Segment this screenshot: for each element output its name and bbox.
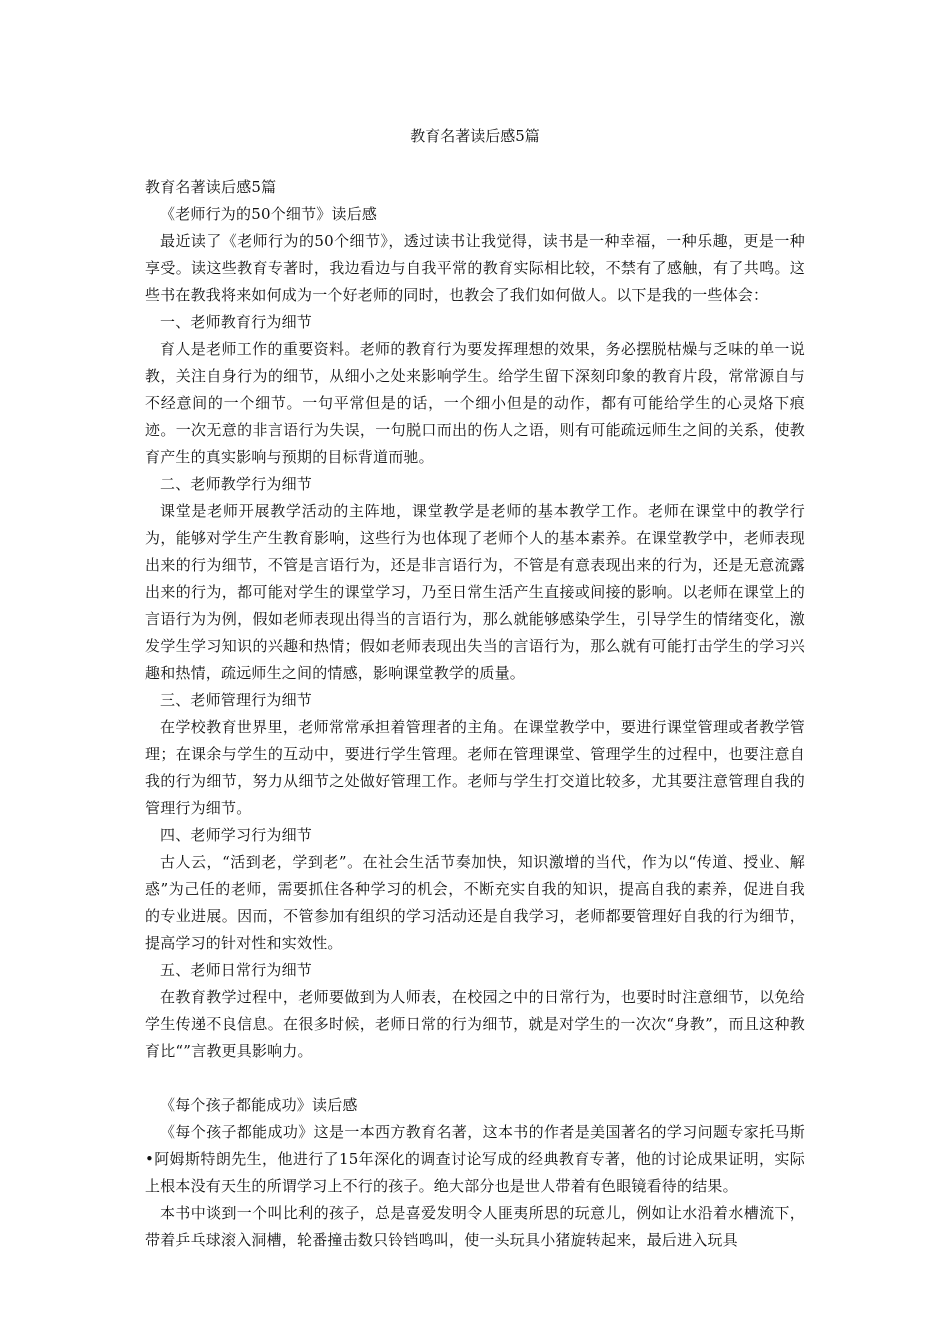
section-2-title: 二、老师教学行为细节 (160, 475, 313, 493)
section-4-title: 四、老师学习行为细节 (160, 826, 313, 844)
document-title: 教育名著读后感5篇 (410, 127, 540, 145)
blank-line (145, 1065, 805, 1092)
section-5-text: 在教育教学过程中，老师要做到为人师表，在校园之中的日常行为，也要时时注意细节，以免给学生传递不良信息。在很多时候，老师日常的行为细节，就是对学生的一次次“身教”，而且这种教育比“”言教更具影响力。 (145, 988, 805, 1060)
section-3-title: 三、老师管理行为细节 (160, 691, 313, 709)
section-3-text: 在学校教育世界里，老师常常承担着管理者的主角。在课堂教学中，要进行课堂管理或者教学管理；在课余与学生的互动中，要进行学生管理。老师在管理课堂、管理学生的过程中，也要注意自我的行为细节，努力从细节之处做好管理工作。老师与学生打交道比较多，尤其要注意管理自我的管理行为细节。 (145, 718, 805, 817)
section-5-title: 五、老师日常行为细节 (160, 961, 313, 979)
section-4-text: 古人云，“活到老，学到老”。在社会生活节奏加快，知识激增的当代，作为以“传道、授业、解惑”为己任的老师，需要抓住各种学习的机会，不断充实自我的知识，提高自我的素养，促进自我的专业进展。因而，不管参加有组织的学习活动还是自我学习，老师都要管理好自我的行为细节，提高学习的针对性和实效性。 (145, 853, 805, 952)
body-heading: 教育名著读后感5篇 (145, 178, 277, 196)
section-1-text: 育人是老师工作的重要资料。老师的教育行为要发挥理想的效果，务必摆脱枯燥与乏味的单一说教，关注自身行为的细节，从细小之处来影响学生。给学生留下深刻印象的教育片段，常常源自与不经意间的一个细节。一句平常但是的话，一个细小但是的动作，都有可能给学生的心灵烙下痕迹。一次无意的非言语行为失误，一句脱口而出的伤人之语，则有可能疏远师生之间的关系，使教育产生的真实影响与预期的目标背道而驰。 (145, 340, 805, 466)
book1-intro: 最近读了《老师行为的50个细节》，透过读书让我觉得，读书是一种幸福，一种乐趣，更是一种享受。读这些教育专著时，我边看边与自我平常的教育实际相比较，不禁有了感触，有了共鸣。这些书在教我将来如何成为一个好老师的同时，也教会了我们如何做人。以下是我的一些体会： (145, 232, 805, 304)
section-1-title: 一、老师教育行为细节 (160, 313, 313, 331)
book1-title: 《老师行为的50个细节》读后感 (160, 205, 378, 223)
document-body (145, 174, 805, 1254)
book2-title: 《每个孩子都能成功》读后感 (160, 1096, 358, 1114)
book2-paragraph-2: 本书中谈到一个叫比利的孩子，总是喜爱发明令人匪夷所思的玩意儿，例如让水沿着水槽流下，带着乒乓球滚入洞槽，轮番撞击数只铃铛鸣叫，使一头玩具小猪旋转起来，最后进入玩具 (145, 1204, 805, 1249)
section-2-text: 课堂是老师开展教学活动的主阵地，课堂教学是老师的基本教学工作。老师在课堂中的教学行为，能够对学生产生教育影响，这些行为也体现了老师个人的基本素养。在课堂教学中，老师表现出来的行为细节，不管是言语行为，还是非言语行为，不管是有意表现出来的行为，还是无意流露出来的行为，都可能对学生的课堂学习，乃至日常生活产生直接或间接的影响。以老师在课堂上的言语行为为例，假如老师表现出得当的言语行为，那么就能够感染学生，引导学生的情绪变化，激发学生学习知识的兴趣和热情；假如老师表现出失当的言语行为，那么就有可能打击学生的学习兴趣和热情，疏远师生之间的情感，影响课堂教学的质量。 (145, 502, 805, 682)
book2-paragraph-1: 《每个孩子都能成功》这是一本西方教育名著，这本书的作者是美国著名的学习问题专家托马斯•阿姆斯特朗先生，他进行了15年深化的调查讨论写成的经典教育专著，他的讨论成果证明，实际上根本没有天生的所谓学习上不行的孩子。绝大部分也是世人带着有色眼镜看待的结果。 (145, 1123, 805, 1195)
